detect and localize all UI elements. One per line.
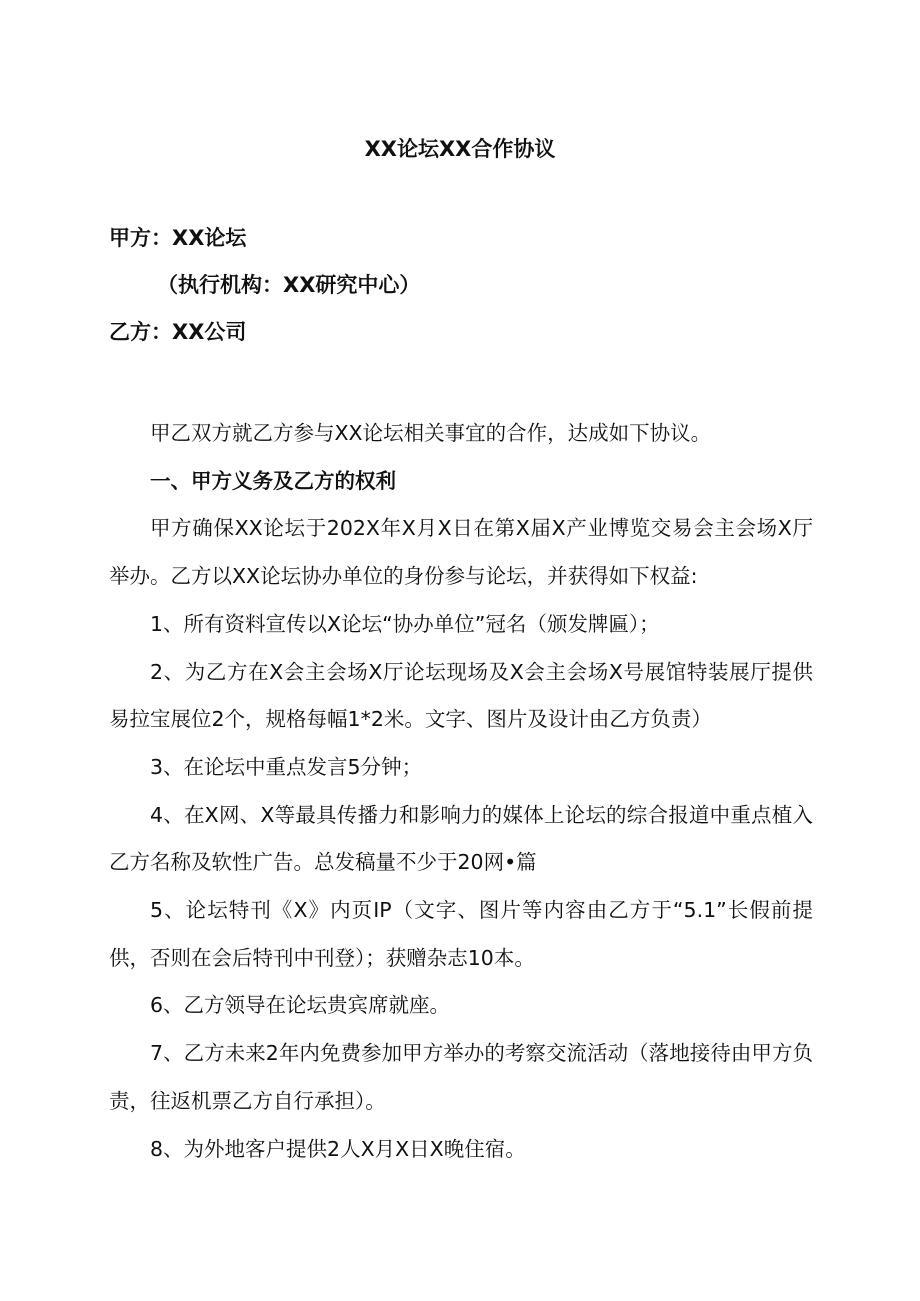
list-item-2: 2、为乙方在X会主会场X厅论坛现场及X会主会场X号展馆特装展厅提供易拉宝展位2个，规格每幅1*2米。文字、图片及设计由乙方负责） bbox=[109, 659, 813, 732]
list-item-3: 3、在论坛中重点发言5分钟； bbox=[150, 754, 423, 779]
party-a-executor: （执行机构：XX研究中心） bbox=[157, 273, 421, 297]
list-item-6: 6、乙方领导在论坛贵宾席就座。 bbox=[150, 993, 451, 1018]
party-a: 甲方：XX论坛 bbox=[109, 226, 247, 250]
section-heading: 一、甲方义务及乙方的权利 bbox=[150, 468, 396, 493]
party-b: 乙方：XX公司 bbox=[109, 320, 247, 344]
list-item-7: 7、乙方未来2年内免费参加甲方举办的考察交流活动（落地接待由甲方负责，往返机票乙方自行承担）。 bbox=[109, 1041, 813, 1113]
list-item-1: 1、所有资料宣传以X论坛“协办单位”冠名（颁发牌匾）； bbox=[150, 611, 660, 636]
section-paragraph: 甲方确保XX论坛于202X年X月X日在第X届X产业博览交易会主会场X厅举办。乙方以XX论坛协办单位的身份参与论坛，并获得如下权益: bbox=[109, 516, 813, 589]
list-item-8: 8、为外地客户提供2人X月X日X晚住宿。 bbox=[150, 1136, 526, 1161]
intro-paragraph: 甲乙双方就乙方参与XX论坛相关事宜的合作，达成如下协议。 bbox=[150, 421, 712, 445]
document-title: XX论坛XX合作协议 bbox=[364, 137, 556, 161]
list-item-4: 4、在X网、X等最具传播力和影响力的媒体上论坛的综合报道中重点植入乙方名称及软性广告。总发稿量不少于20网•篇 bbox=[109, 802, 813, 875]
list-item-5: 5、论坛特刊《X》内页IP（文字、图片等内容由乙方于“5.1”长假前提供，否则在会后特刊中刊登）；获赠杂志10本。 bbox=[109, 898, 813, 970]
agreement-body bbox=[109, 410, 813, 1173]
